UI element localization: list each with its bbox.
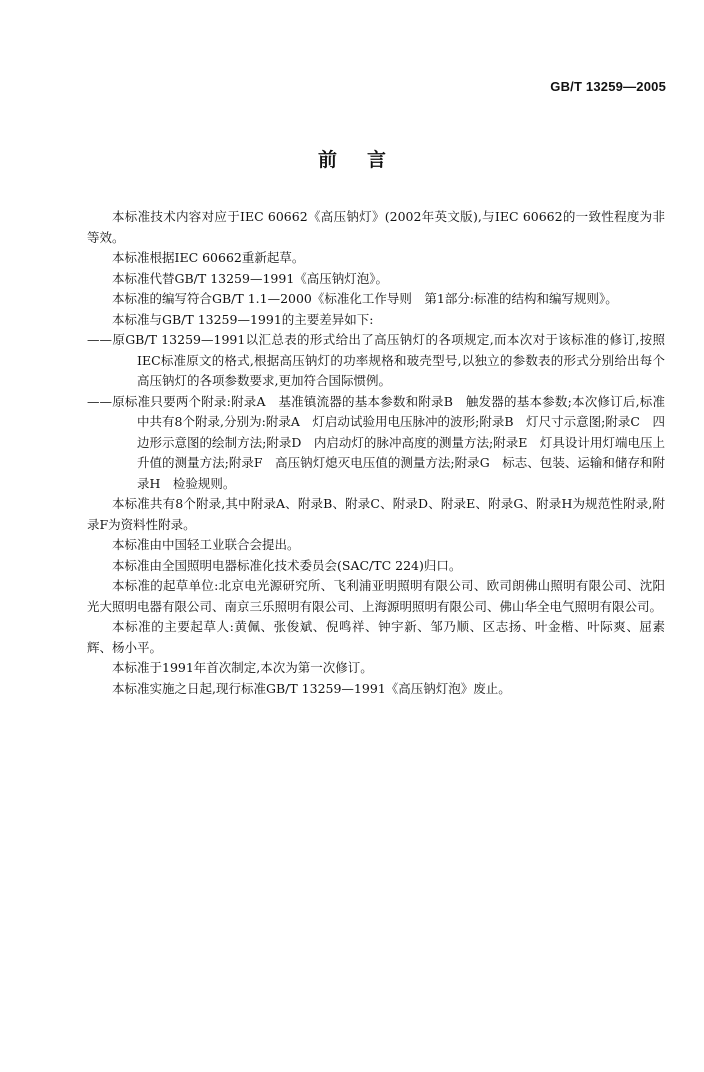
paragraph-annexes: 本标准共有8个附录,其中附录A、附录B、附录C、附录D、附录E、附录G、附录H为规范性附录,附录F为资料性附录。: [87, 496, 665, 532]
standard-code: GB/T 13259—2005: [550, 79, 666, 94]
paragraph-drafting-rules: 本标准的编写符合GB/T 1.1—2000《标准化工作导则 第1部分:标准的结构和编写规则》。: [112, 291, 618, 306]
paragraph-drafters: 本标准的主要起草人:黄佩、张俊斌、倪鸣祥、钟宇新、邹乃顺、区志扬、叶金楷、叶际爽、屈素辉、杨小平。: [87, 619, 665, 655]
paragraph-replaces: 本标准代替GB/T 13259—1991《高压钠灯泡》。: [112, 270, 389, 286]
paragraph-redrafted: 本标准根据IEC 60662重新起草。: [112, 250, 305, 265]
dash-marker: ——: [87, 393, 112, 409]
paragraph-supersedes: 本标准实施之日起,现行标准GB/T 13259—1991《高压钠灯泡》废止。: [112, 680, 511, 696]
paragraph-centralized-by: 本标准由全国照明电器标准化技术委员会(SAC/TC 224)归口。: [112, 557, 462, 573]
paragraph-correspondence: 本标准技术内容对应于IEC 60662《高压钠灯》(2002年英文版),与IEC 60662的一致性程度为非等效。: [87, 209, 665, 245]
difference-item-2: [87, 392, 665, 495]
difference-item-1-text: 原GB/T 13259—1991以汇总表的形式给出了高压钠灯的各项规定,而本次对于该标准的修订,按照IEC标准原文的格式,根据高压钠灯的功率规格和玻壳型号,以独立的参数表的形式分别给出每个高压钠灯的各项参数要求,更加符合国际惯例。: [112, 332, 665, 388]
difference-item-1: [87, 330, 665, 392]
document-body: [87, 207, 665, 699]
paragraph-drafting-units: 本标准的起草单位:北京电光源研究所、飞利浦亚明照明有限公司、欧司朗佛山照明有限公司、沈阳光大照明电器有限公司、南京三乐照明有限公司、上海源明照明有限公司、佛山华全电气照明有限公司。: [87, 578, 665, 614]
paragraph-proposed-by: 本标准由中国轻工业联合会提出。: [112, 537, 300, 552]
paragraph-differences-intro: 本标准与GB/T 13259—1991的主要差异如下:: [112, 311, 374, 327]
paragraph-history: 本标准于1991年首次制定,本次为第一次修订。: [112, 660, 373, 675]
page-title: 前言: [317, 149, 416, 171]
difference-item-2-text: 原标准只要两个附录:附录A 基准镇流器的基本参数和附录B 触发器的基本参数;本次修订后,标准中共有8个附录,分别为:附录A 灯启动试验用电压脉冲的波形;附录B 灯尺寸示意图;附录C 四边形示意图的绘制方法;附录D 内启动灯的脉冲高度的测量方法;附录E 灯具设计用灯端电压上升值的测量方法;附录F 高压钠灯熄灭电压值的测量方法;附录G 标志、包装、运输和储存和附录H 检验规则。: [112, 393, 665, 491]
dash-marker: ——: [87, 332, 112, 347]
